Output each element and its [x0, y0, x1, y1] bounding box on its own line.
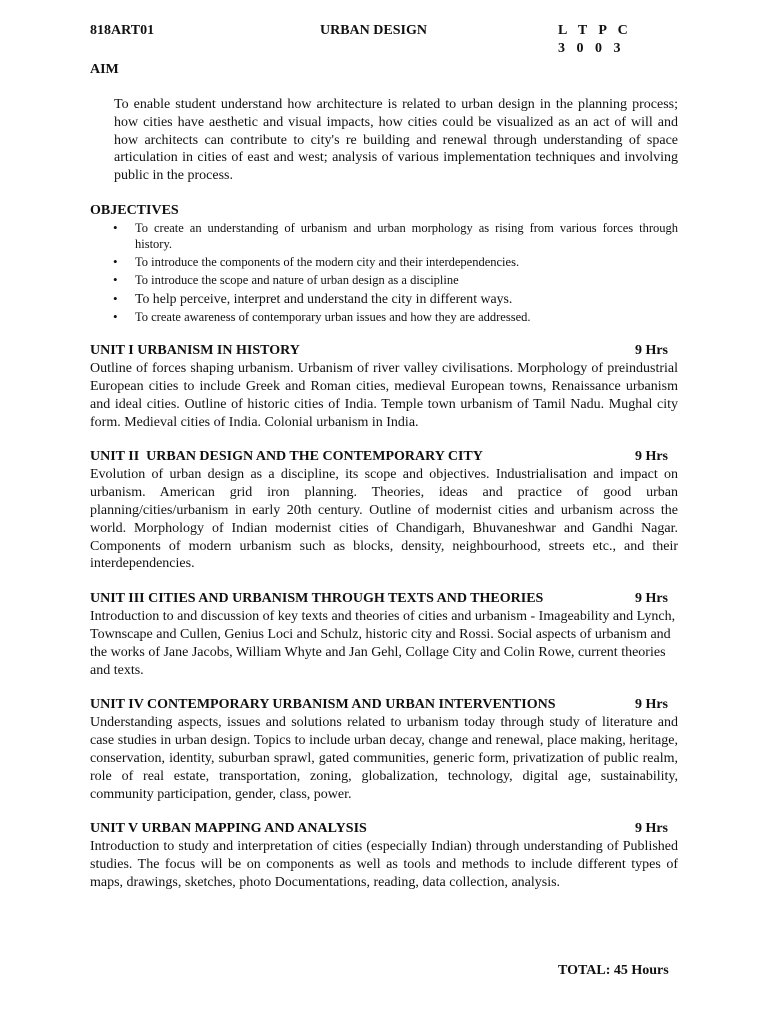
unit-title: UNIT III CITIES AND URBANISM THROUGH TEXTS AND THEORIES [90, 591, 544, 607]
unit-title: UNIT V URBAN MAPPING AND ANALYSIS [90, 821, 367, 837]
unit-3 [90, 590, 678, 679]
unit-hours: 9 Hrs [634, 591, 668, 607]
unit-hours: 9 Hrs [634, 821, 668, 837]
unit-text: Evolution of urban design as a discipline, its scope and objectives. Industrialisation and impact on urbanism. American grid iron planning. Theories, ideas and practice of good urban planning/cities/urbanism in early 20th century. Outline of modernist cities and urbanism across the world. Morphology of Indian modernist cities of Chandigarh, Bhuvaneshwar and Gandhi Nagar. Components of modern urbanism such as blocks, density, neighbourhood, streets etc., and their interdependencies. [90, 467, 678, 572]
objectives-list [90, 220, 678, 325]
course-code: 818ART01 [90, 23, 155, 38]
course-header [90, 22, 678, 58]
unit-heading [90, 448, 678, 466]
objective-item: • To create an understanding of urbanism and urban morphology as rising from various forces through history. [135, 220, 678, 253]
objectives-heading: OBJECTIVES [90, 202, 179, 218]
unit-text: Introduction to study and interpretation of cities (especially Indian) through understanding of Published studies. The focus will be on components as well as tools and methods to include different types of maps, drawings, sketches, photo Documentations, reading, data collection, analysis. [90, 839, 678, 890]
total-hours: TOTAL: 45 Hours [558, 963, 669, 978]
ltpc-labels: L T P C [558, 23, 630, 38]
unit-1 [90, 342, 678, 431]
course-title: URBAN DESIGN [320, 23, 427, 38]
unit-heading [90, 696, 678, 714]
unit-title: UNIT II URBAN DESIGN AND THE CONTEMPORARY CITY [90, 449, 483, 465]
syllabus-page [90, 22, 678, 892]
unit-4 [90, 696, 678, 803]
unit-text: Introduction to and discussion of key texts and theories of cities and urbanism - Imageability and Lynch, Townscape and Cullen, Genius Loci and Schulz, historic city and Rossi. Social aspects of urbanism and the works of Jane Jacobs, William Whyte and Jan Gehl, Collage City and Colin Rowe, current theories and texts. [90, 609, 676, 678]
unit-title: UNIT IV CONTEMPORARY URBANISM AND URBAN INTERVENTIONS [90, 697, 556, 713]
unit-2 [90, 448, 678, 573]
unit-heading [90, 820, 678, 838]
ltpc-values: 3 0 0 3 [558, 41, 623, 56]
unit-5 [90, 820, 678, 891]
aim-text: To enable student understand how architecture is related to urban design in the planning process; how cities have aesthetic and visual impacts, how cities could be visualized as an act of will and how architects can contribute to city's re building and renewal through understanding of space articulation in cities of east and west; analysis of various implementation techniques and involving public in the process. [114, 97, 678, 184]
ltpc-block [558, 22, 630, 58]
unit-hours: 9 Hrs [634, 449, 668, 465]
objective-item: • To help perceive, interpret and understand the city in different ways. [135, 290, 678, 308]
unit-text: Understanding aspects, issues and solutions related to urbanism today through study of literature and case studies in urban design. Topics to include urban decay, change and renewal, place making, heritage, conservation, identity, suburban sprawl, gated communities, generic form, privatization of public realm, role of real estate, transportation, zoning, globalization, technology, digital age, sustainability, community participation, gender, class, power. [90, 715, 678, 802]
unit-hours: 9 Hrs [634, 697, 668, 713]
unit-text: Outline of forces shaping urbanism. Urbanism of river valley civilisations. Morphology of preindustrial European cities to include Greek and Roman cities, medieval European towns, Renaissance urbanism and ideal cities. Outline of historic cities of India. Temple town urbanism of Tamil Nadu. Mughal city form. Medieval cities of India. Colonial urbanism in India. [90, 361, 678, 430]
unit-title: UNIT I URBANISM IN HISTORY [90, 343, 300, 359]
objective-item: • To introduce the components of the modern city and their interdependencies. [135, 254, 678, 271]
objective-item: • To create awareness of contemporary urban issues and how they are addressed. [135, 309, 678, 326]
aim-heading: AIM [90, 62, 119, 77]
unit-heading [90, 590, 678, 608]
unit-heading [90, 342, 678, 360]
unit-hours: 9 Hrs [634, 343, 668, 359]
objective-item: • To introduce the scope and nature of urban design as a discipline [135, 272, 678, 289]
